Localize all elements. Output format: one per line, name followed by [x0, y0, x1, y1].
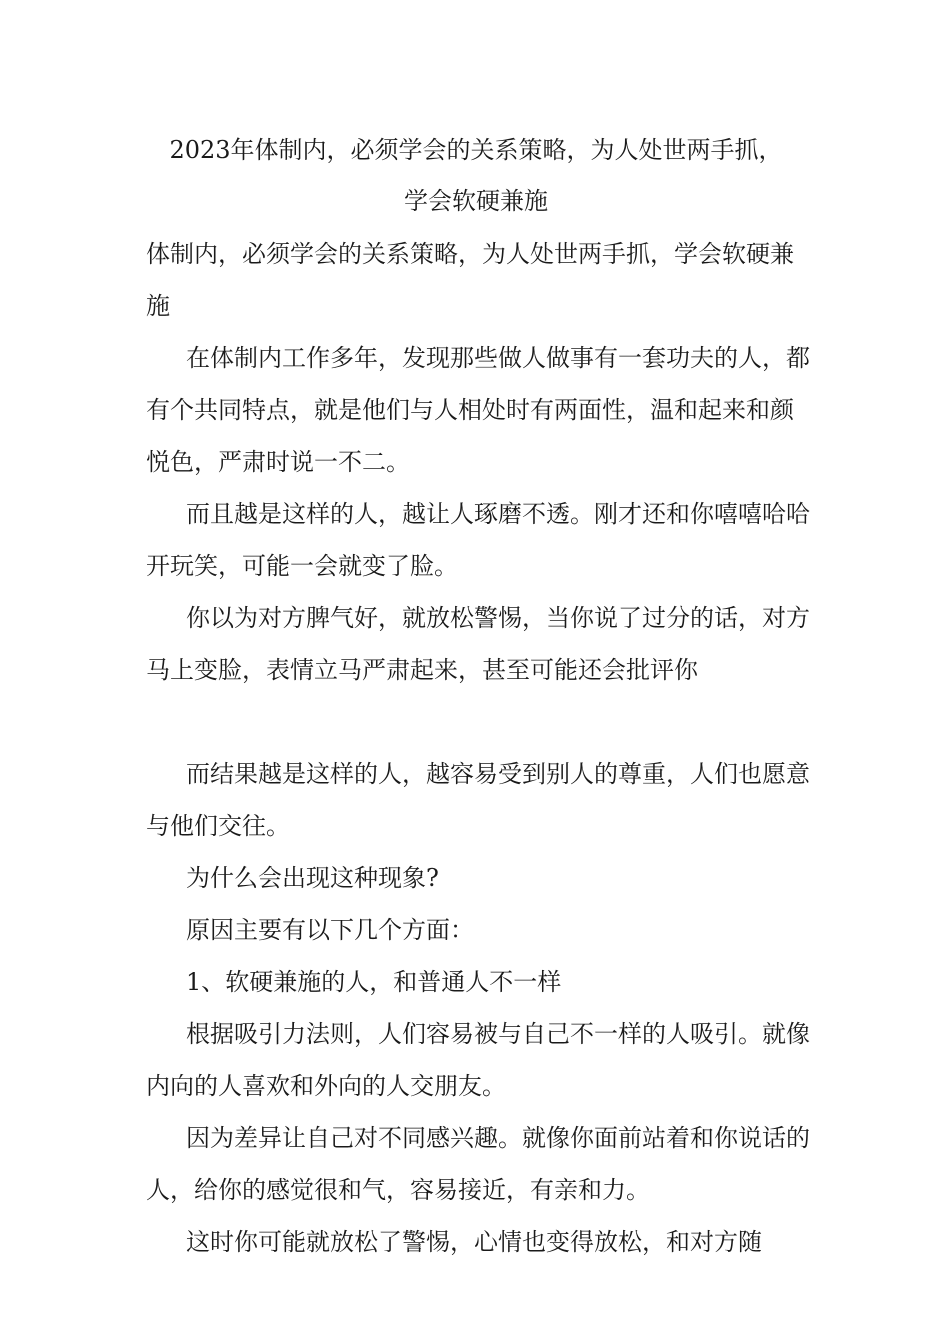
paragraph: 根据吸引力法则，人们容易被与自己不一样的人吸引。就像内向的人喜欢和外向的人交朋友。 [146, 1020, 810, 1100]
paragraph: 而且越是这样的人，越让人琢磨不透。刚才还和你嘻嘻哈哈开玩笑，可能一会就变了脸。 [146, 500, 810, 580]
paragraph-subtitle: 体制内，必须学会的关系策略，为人处世两手抓，学会软硬兼施 [146, 240, 794, 320]
paragraph: 为什么会出现这种现象? [186, 864, 439, 892]
paragraph: 而结果越是这样的人，越容易受到别人的尊重，人们也愿意与他们交往。 [146, 760, 810, 840]
paragraph: 这时你可能就放松了警惕，心情也变得放松，和对方随 [186, 1228, 762, 1256]
paragraph: 你以为对方脾气好，就放松警惕，当你说了过分的话，对方马上变脸，表情立马严肃起来，甚至可能还会批评你 [146, 604, 810, 684]
section-heading: 1、软硬兼施的人，和普通人不一样 [186, 968, 562, 996]
document-body [146, 228, 811, 1268]
document-title-line-2: 学会软硬兼施 [404, 187, 548, 215]
paragraph: 原因主要有以下几个方面： [186, 916, 474, 944]
document-title-line-1: 2023年体制内，必须学会的关系策略，为人处世两手抓， [169, 136, 783, 164]
paragraph: 在体制内工作多年，发现那些做人做事有一套功夫的人，都有个共同特点，就是他们与人相处时有两面性，温和起来和颜悦色，严肃时说一不二。 [146, 344, 810, 476]
paragraph-spacer [146, 696, 811, 748]
paragraph: 因为差异让自己对不同感兴趣。就像你面前站着和你说话的人，给你的感觉很和气，容易接近，有亲和力。 [146, 1124, 810, 1204]
